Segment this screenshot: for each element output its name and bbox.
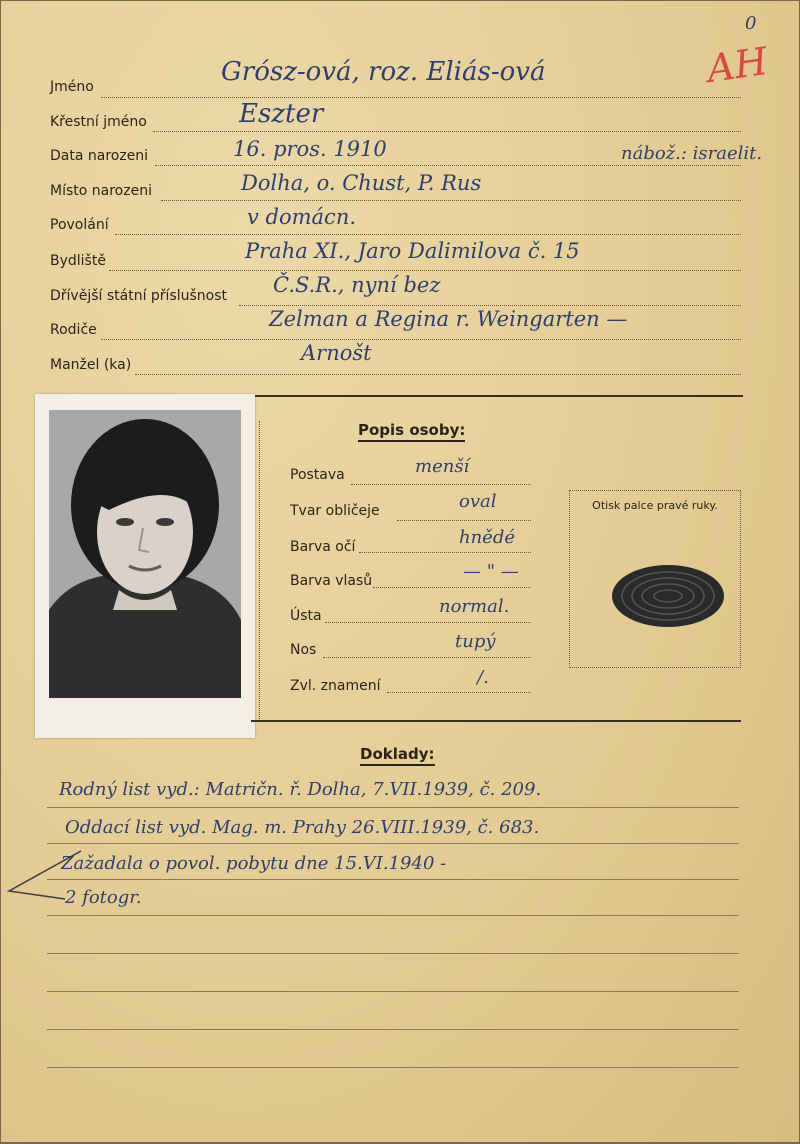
value-narozeni: 16. pros. 1910 (233, 137, 387, 161)
dots-rodice (101, 339, 741, 340)
corner-number: 0 (745, 13, 757, 34)
dots-oci (359, 552, 531, 553)
value-prislusnost: Č.S.R., nyní bez (273, 273, 441, 297)
popis-value-znameni: /. (477, 667, 489, 688)
doklady-line-6 (47, 991, 739, 992)
dots-znameni (387, 692, 531, 693)
dots-jmeno (101, 97, 741, 98)
label-narozeni: Data narozeni (50, 148, 149, 164)
dots-usta (325, 622, 531, 623)
value-jmeno: Grósz-ová, roz. Eliás-ová (221, 57, 546, 87)
label-prislusnost: Dřívější státní příslušnost (50, 288, 228, 304)
label-jmeno: Jméno (50, 79, 94, 95)
label-krestni: Křestní jméno (50, 114, 147, 130)
label-povolani: Povolání (50, 217, 109, 233)
doklady-line-4 (47, 915, 739, 916)
popis-label-postava: Postava (290, 467, 345, 483)
dots-oblicej (397, 520, 531, 521)
popis-value-oblicej: oval (459, 491, 497, 512)
registration-card (1, 1, 799, 1142)
doklady-entry-4: 2 fotogr. (65, 887, 142, 908)
thumbprint-icon (610, 563, 726, 629)
label-misto: Místo narozeni (50, 183, 152, 199)
popis-label-vlasy: Barva vlasů (290, 573, 373, 589)
dots-vlasy (373, 587, 531, 588)
value-krestni: Eszter (239, 99, 324, 129)
dots-postava (351, 484, 531, 485)
dots-narozeni (155, 165, 741, 166)
value-bydliste: Praha XI., Jaro Dalimilova č. 15 (245, 239, 580, 263)
doklady-heading: Doklady: (360, 745, 435, 766)
popis-label-nos: Nos (290, 642, 317, 658)
doklady-entry-3: Zažadala o povol. pobytu dne 15.VI.1940 - (61, 853, 447, 874)
portrait-photo (49, 410, 241, 698)
label-rodice: Rodiče (50, 322, 97, 338)
doklady-line-8 (47, 1067, 739, 1068)
section-divider-bottom (251, 720, 741, 722)
doklady-entry-1: Rodný list vyd.: Matričn. ř. Dolha, 7.VII.1939, č. 209. (59, 779, 542, 800)
value-manzel: Arnošt (301, 341, 372, 365)
photo-card (35, 394, 255, 738)
doklady-line-1 (47, 807, 739, 808)
dots-prislusnost (239, 305, 741, 306)
popis-heading: Popis osoby: (358, 421, 465, 442)
popis-value-postava: menší (415, 456, 470, 477)
popis-label-usta: Ústa (290, 608, 322, 624)
red-corner-mark: AH (704, 38, 771, 92)
dots-bydliste (109, 270, 741, 271)
popis-value-vlasy: — " — (463, 561, 519, 582)
popis-value-nos: tupý (455, 631, 496, 652)
popis-value-usta: normal. (439, 596, 510, 617)
popis-label-oci: Barva očí (290, 539, 356, 555)
doklady-line-7 (47, 1029, 739, 1030)
photo-side-divider (259, 421, 261, 721)
value-rodice: Zelman a Regina r. Weingarten — (269, 307, 628, 331)
dots-manzel (135, 374, 741, 375)
doklady-entry-2: Oddací list vyd. Mag. m. Prahy 26.VIII.1939, č. 683. (65, 817, 540, 838)
dots-nos (323, 657, 531, 658)
doklady-line-2 (47, 843, 739, 844)
value-nabozenstvi: nábož.: israelit. (621, 143, 763, 164)
label-bydliste: Bydliště (50, 253, 106, 269)
popis-label-oblicej: Tvar obličeje (290, 503, 380, 519)
dots-krestni (153, 131, 741, 132)
label-manzel: Manžel (ka) (50, 357, 132, 373)
value-misto: Dolha, o. Chust, P. Rus (241, 171, 482, 195)
dots-misto (161, 200, 741, 201)
dots-povolani (115, 234, 741, 235)
doklady-line-5 (47, 953, 739, 954)
thumbprint-label: Otisk palce pravé ruky. (592, 499, 718, 512)
popis-label-znameni: Zvl. znamení (290, 678, 381, 694)
thumbprint-box (569, 490, 741, 668)
popis-value-oci: hnědé (459, 527, 516, 548)
pencil-mark-icon (5, 847, 85, 907)
doklady-line-3 (47, 879, 739, 880)
value-povolani: v domácn. (247, 205, 357, 229)
